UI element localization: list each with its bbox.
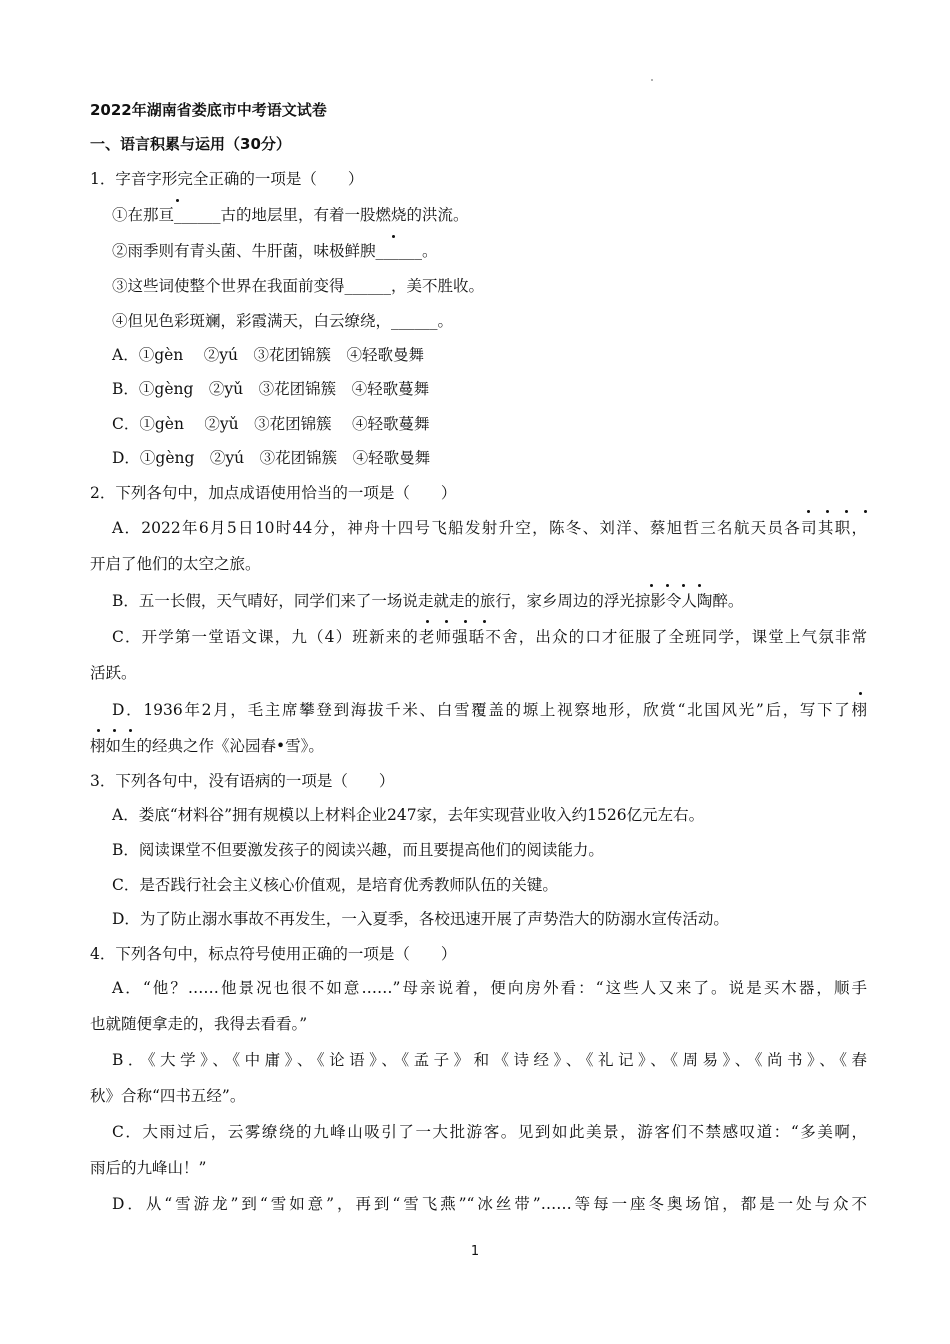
emphasis-dot xyxy=(666,584,669,587)
scan-speck xyxy=(651,79,653,81)
question-2-option-d-line-2: 栩如生的经典之作《沁园春•雪》。 xyxy=(90,737,324,755)
question-4-option-c-line-2: 雨后的九峰山！” xyxy=(90,1159,207,1177)
question-4-option-b-line-1: B．《大学》、《中庸》、《论语》、《孟子》和《诗经》、《礼记》、《周易》、《尚书》、《春 xyxy=(112,1051,867,1069)
question-1-option-c: C．①gèn ②yǔ ③花团锦簇 ④轻歌蔓舞 xyxy=(112,415,430,433)
emphasis-dot xyxy=(426,620,429,623)
emphasis-dot xyxy=(682,584,685,587)
question-2-option-b: B．五一长假，天气晴好，同学们来了一场说走就走的旅行，家乡周边的浮光掠影令人陶醉。 xyxy=(112,592,744,610)
emphasis-dot xyxy=(113,729,116,732)
question-1-sentence-4: ④但见色彩斑斓，彩霞满天，白云缭绕，______。 xyxy=(112,312,454,330)
emphasis-dot xyxy=(807,510,810,513)
document-title: 2022年湖南省娄底市中考语文试卷 xyxy=(90,101,327,119)
question-1-sentence-3: ③这些词使整个世界在我面前变得______，美不胜收。 xyxy=(112,277,485,295)
emphasis-dot xyxy=(97,729,100,732)
question-3-option-a: A．娄底“材料谷”拥有规模以上材料企业247家，去年实现营业收入约1526亿元左右。 xyxy=(112,806,705,824)
question-1-sentence-2: ②雨季则有青头菌、牛肝菌，味极鲜腴______。 xyxy=(112,242,438,260)
question-1-option-b: B．①gèng ②yǔ ③花团锦簇 ④轻歌蔓舞 xyxy=(112,380,430,398)
question-4-option-a-line-2: 也就随便拿走的，我得去看看。” xyxy=(90,1015,308,1033)
question-4-option-d-line-1: D．从“雪游龙”到“雪如意”，再到“雪飞燕”“冰丝带”……等每一座冬奥场馆，都是一处与众不 xyxy=(112,1195,867,1213)
emphasis-dot xyxy=(483,620,486,623)
question-1-option-d: D．①gèng ②yú ③花团锦簇 ④轻歌曼舞 xyxy=(112,449,431,467)
question-4-stem: 4．下列各句中，标点符号使用正确的一项是（ ） xyxy=(90,945,457,963)
emphasis-dot xyxy=(129,729,132,732)
question-3-option-c: C．是否践行社会主义核心价值观，是培育优秀教师队伍的关键。 xyxy=(112,876,558,894)
question-2-option-c-line-1: C．开学第一堂语文课，九（4）班新来的老师强聒不舍，出众的口才征服了全班同学，课堂上气氛非常 xyxy=(112,628,867,646)
emphasis-dot xyxy=(698,584,701,587)
emphasis-dot xyxy=(392,235,395,238)
emphasis-dot xyxy=(845,510,848,513)
question-4-option-c-line-1: C．大雨过后，云雾缭绕的九峰山吸引了一大批游客。见到如此美景，游客们不禁感叹道：“多美啊， xyxy=(112,1123,867,1141)
section-heading: 一、语言积累与运用（30分） xyxy=(90,135,291,153)
question-3-stem: 3．下列各句中，没有语病的一项是（ ） xyxy=(90,772,395,790)
page-number: 1 xyxy=(470,1244,480,1259)
emphasis-dot xyxy=(650,584,653,587)
question-2-stem: 2．下列各句中，加点成语使用恰当的一项是（ ） xyxy=(90,484,457,502)
emphasis-dot xyxy=(464,620,467,623)
question-3-option-d: D．为了防止溺水事故不再发生，一入夏季，各校迅速开展了声势浩大的防溺水宣传活动。 xyxy=(112,910,729,928)
emphasis-dot xyxy=(859,692,862,695)
question-4-option-a-line-1: A．“他？……他景况也很不如意……”母亲说着，便向房外看：“这些人又来了。说是买木器，顺手 xyxy=(112,979,867,997)
question-1-option-a: A．①gèn ②yú ③花团锦簇 ④轻歌曼舞 xyxy=(112,346,424,364)
emphasis-dot xyxy=(826,510,829,513)
emphasis-dot xyxy=(445,620,448,623)
question-2-option-c-line-2: 活跃。 xyxy=(90,664,137,682)
question-1-sentence-1: ①在那亘______古的地层里，有着一股燃烧的洪流。 xyxy=(112,206,469,224)
question-4-option-b-line-2: 秋》合称“四书五经”。 xyxy=(90,1087,246,1105)
question-1-stem: 1．字音字形完全正确的一项是（ ） xyxy=(90,170,364,188)
question-2-option-d-line-1: D．1936年2月，毛主席攀登到海拔千米、白雪覆盖的塬上视察地形，欣赏“北国风光”后，写下了栩 xyxy=(112,701,867,719)
emphasis-dot xyxy=(176,199,179,202)
question-2-option-a-line-1: A．2022年6月5日10时44分，神舟十四号飞船发射升空，陈冬、刘洋、蔡旭哲三名航天员各司其职， xyxy=(112,519,867,537)
question-2-option-a-line-2: 开启了他们的太空之旅。 xyxy=(90,555,261,573)
question-3-option-b: B．阅读课堂不但要激发孩子的阅读兴趣，而且要提高他们的阅读能力。 xyxy=(112,841,604,859)
emphasis-dot xyxy=(864,510,867,513)
